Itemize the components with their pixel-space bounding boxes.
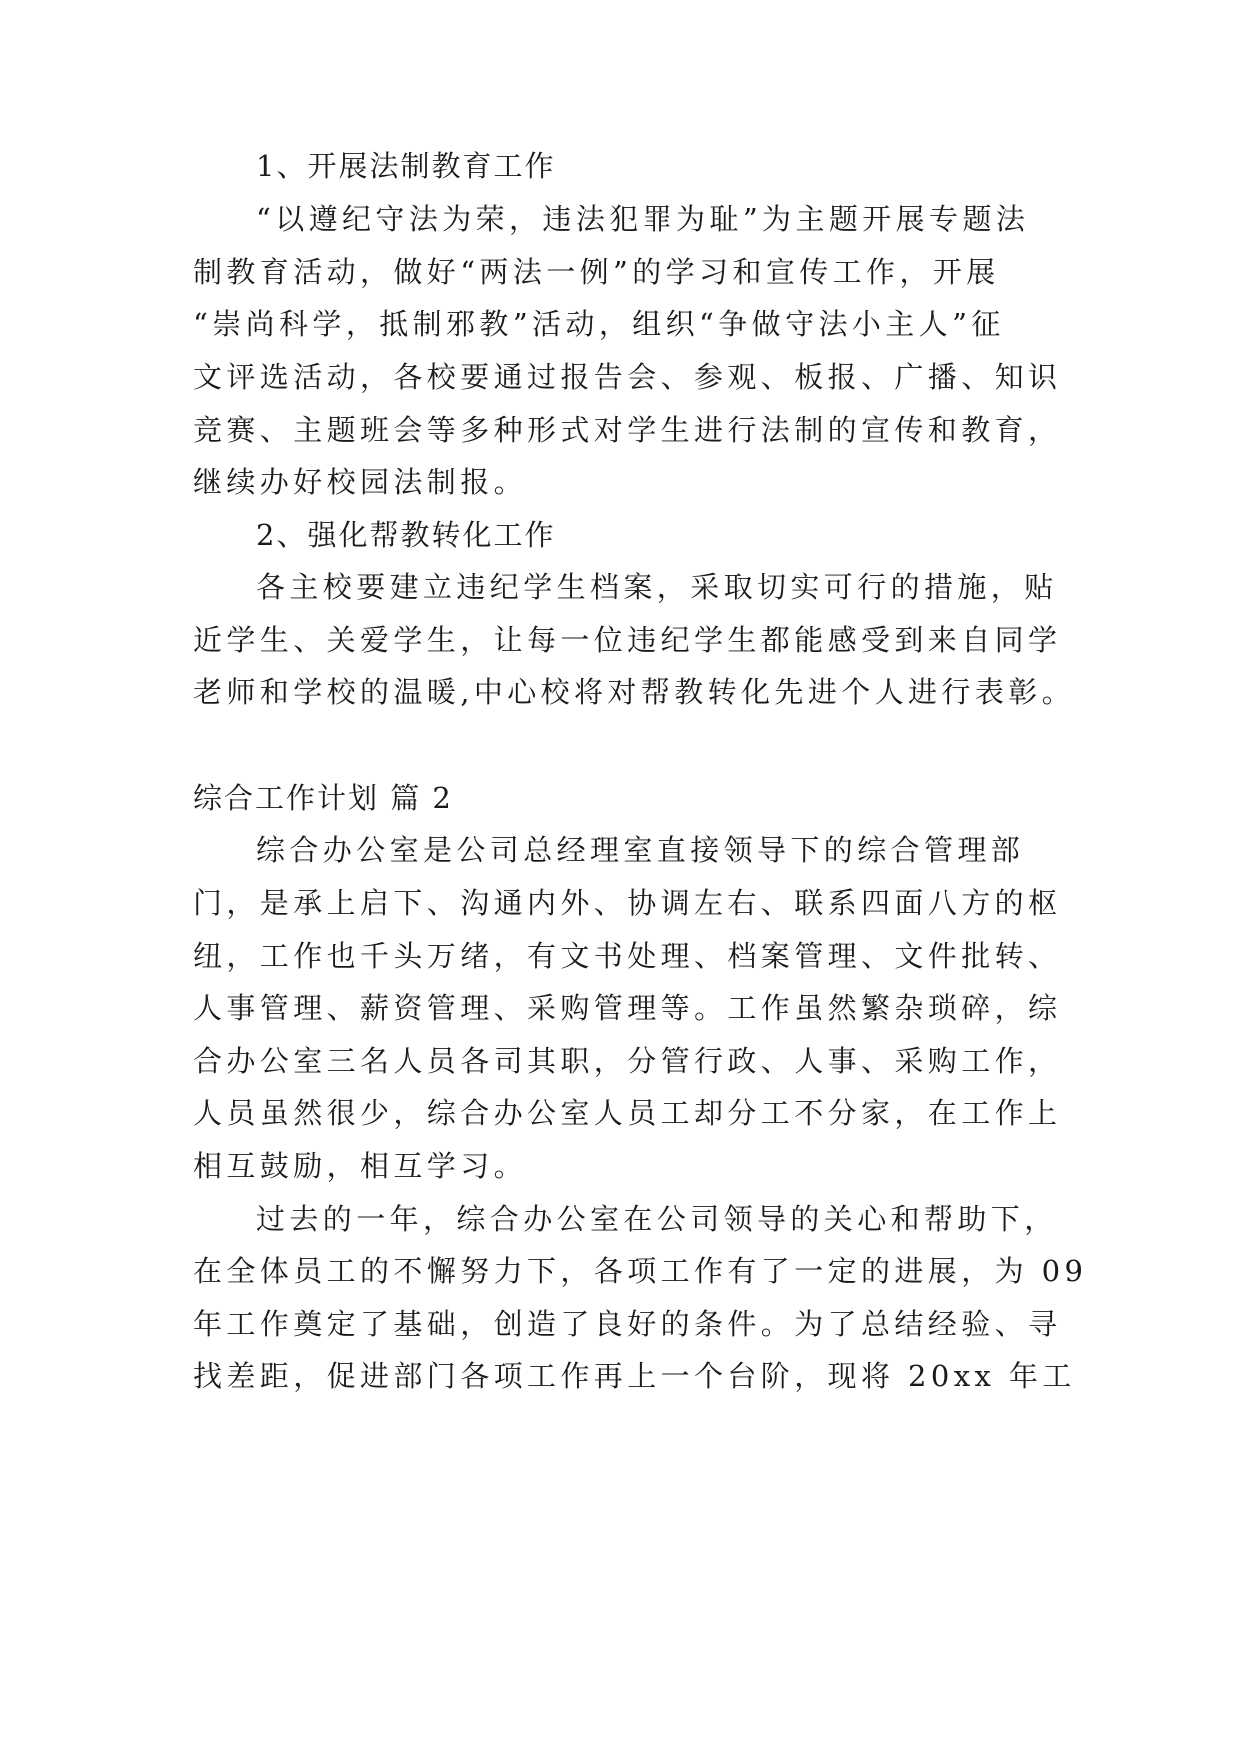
paragraph-line: 老师和学校的温暖,中心校将对帮教转化先进个人进行表彰。 <box>193 675 1076 709</box>
section-title: 综合工作计划 篇 2 <box>193 781 453 815</box>
paragraph-line: 相互鼓励，相互学习。 <box>193 1149 528 1183</box>
paragraph-line: 继续办好校园法制报。 <box>193 465 528 499</box>
paragraph-line: 人事管理、薪资管理、采购管理等。工作虽然繁杂琐碎，综 <box>193 991 1062 1025</box>
paragraph-line: 各主校要建立违纪学生档案，采取切实可行的措施，贴 <box>256 570 1058 604</box>
item-2-heading: 2、强化帮教转化工作 <box>256 518 556 552</box>
paragraph-line: 年工作奠定了基础，创造了良好的条件。为了总结经验、寻 <box>193 1307 1062 1341</box>
paragraph-line: “崇尚科学，抵制邪教”活动，组织“争做守法小主人”征 <box>193 307 1005 341</box>
paragraph-line: 门，是承上启下、沟通内外、协调左右、联系四面八方的枢 <box>193 886 1062 920</box>
paragraph-line: 制教育活动，做好“两法一例”的学习和宣传工作，开展 <box>193 255 1000 289</box>
paragraph-line: 综合办公室是公司总经理室直接领导下的综合管理部 <box>256 833 1025 867</box>
paragraph-line: 纽，工作也千头万绪，有文书处理、档案管理、文件批转、 <box>193 939 1062 973</box>
paragraph-line: 在全体员工的不懈努力下，各项工作有了一定的进展，为 09 <box>193 1254 1088 1288</box>
paragraph-line: 竞赛、主题班会等多种形式对学生进行法制的宣传和教育， <box>193 413 1062 447</box>
paragraph-line: 过去的一年，综合办公室在公司领导的关心和帮助下， <box>256 1202 1058 1236</box>
paragraph-line: 找差距，促进部门各项工作再上一个台阶，现将 20xx 年工 <box>193 1359 1076 1393</box>
paragraph-line: 合办公室三名人员各司其职，分管行政、人事、采购工作， <box>193 1044 1062 1078</box>
paragraph-line: 人员虽然很少，综合办公室人员工却分工不分家，在工作上 <box>193 1096 1062 1130</box>
item-1-heading: 1、开展法制教育工作 <box>256 149 556 183</box>
paragraph-line: 近学生、关爱学生，让每一位违纪学生都能感受到来自同学 <box>193 623 1062 657</box>
paragraph-line: “以遵纪守法为荣，违法犯罪为耻”为主题开展专题法 <box>256 202 1030 236</box>
paragraph-line: 文评选活动，各校要通过报告会、参观、板报、广播、知识 <box>193 360 1062 394</box>
